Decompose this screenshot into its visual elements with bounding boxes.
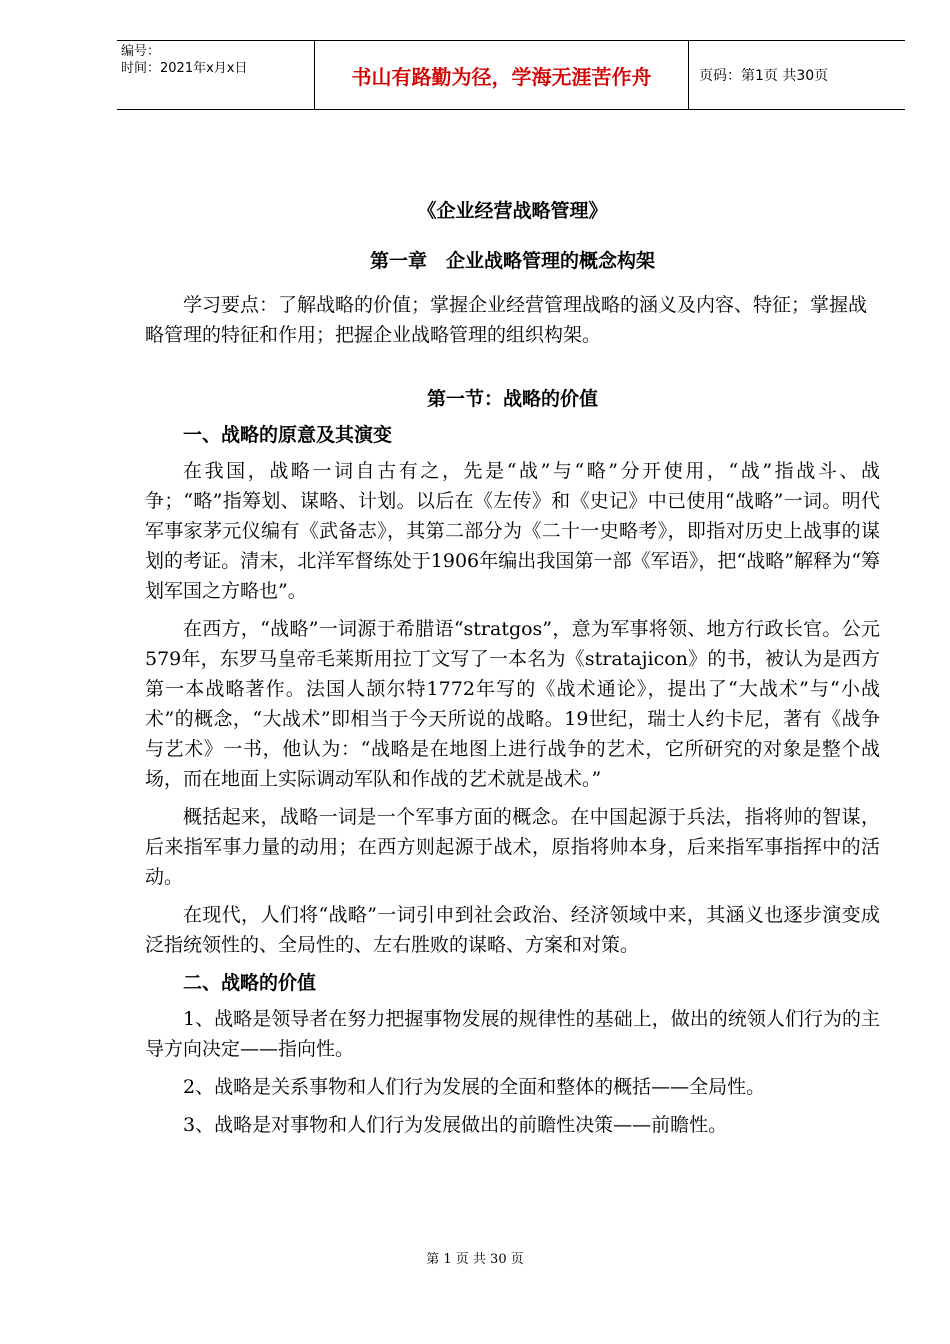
- subheading-origin: 一、战略的原意及其演变: [183, 424, 393, 446]
- page-header: [117, 40, 905, 110]
- header-meta: [117, 41, 315, 109]
- chapter-heading: 第一章 企业战略管理的概念构架: [369, 250, 655, 272]
- header-page-info: 页码：第1页 共30页: [699, 68, 829, 84]
- paragraph-china: 在我国，战略一词自古有之，先是“战”与“略”分开使用，“战”指战斗、战争；“略”指筹划、谋略、计划。以后在《左传》和《史记》中已使用“战略”一词。明代军事家茅元仪编有《武备志》，其第二部分为《二十一史略考》，即指对历史上战事的谋划的考证。清末，北洋军督练处于1906年编出我国第一部《军语》，把“战略”解释为“筹划军国之方略也”。: [145, 460, 880, 602]
- paragraph-modern: 在现代，人们将“战略”一词引申到社会政治、经济领域中来，其涵义也逐步演变成泛指统领性的、全局性的、左右胜败的谋略、方案和对策。: [145, 904, 880, 956]
- paragraph-west: 在西方，“战略”一词源于希腊语“stratgos”，意为军事将领、地方行政长官。公元579年，东罗马皇帝毛莱斯用拉丁文写了一本名为《stratajicon》的书，被认为是西方第一本战略著作。法国人颉尔特1772年写的《战术通论》，提出了“大战术”与“小战术”的概念，“大战术”即相当于今天所说的战略。19世纪，瑞士人约卡尼，著有《战争与艺术》一书，他认为：“战略是在地图上进行战争的艺术，它所研究的对象是整个战场，而在地面上实际调动军队和作战的艺术就是战术。”: [145, 618, 880, 790]
- time-label: 时间：2021年x月x日: [121, 61, 248, 76]
- paragraph-summary: 概括起来，战略一词是一个军事方面的概念。在中国起源于兵法，指将帅的智谋，后来指军事力量的动用；在西方则起源于战术，原指将帅本身，后来指军事指挥中的活动。: [145, 806, 880, 888]
- key-points: 学习要点：了解战略的价值；掌握企业经营管理战略的涵义及内容、特征；掌握战略管理的特征和作用；把握企业战略管理的组织构架。: [145, 294, 868, 346]
- page-footer: 第 1 页 共 30 页: [426, 1252, 524, 1267]
- document-body: [145, 196, 880, 1148]
- number-label: 编号：: [121, 44, 161, 59]
- value-item-1: 1、战略是领导者在努力把握事物发展的规律性的基础上，做出的统领人们行为的主导方向决定——指向性。: [145, 1008, 880, 1060]
- section-heading: 第一节：战略的价值: [426, 388, 598, 410]
- value-item-2: 2、战略是关系事物和人们行为发展的全面和整体的概括——全局性。: [183, 1076, 766, 1098]
- value-item-3: 3、战略是对事物和人们行为发展做出的前瞻性决策——前瞻性。: [183, 1114, 728, 1136]
- document-title: 《企业经营战略管理》: [417, 200, 608, 222]
- subheading-value: 二、战略的价值: [183, 972, 317, 994]
- header-motto: 书山有路勤为径，学海无涯苦作舟: [315, 41, 689, 109]
